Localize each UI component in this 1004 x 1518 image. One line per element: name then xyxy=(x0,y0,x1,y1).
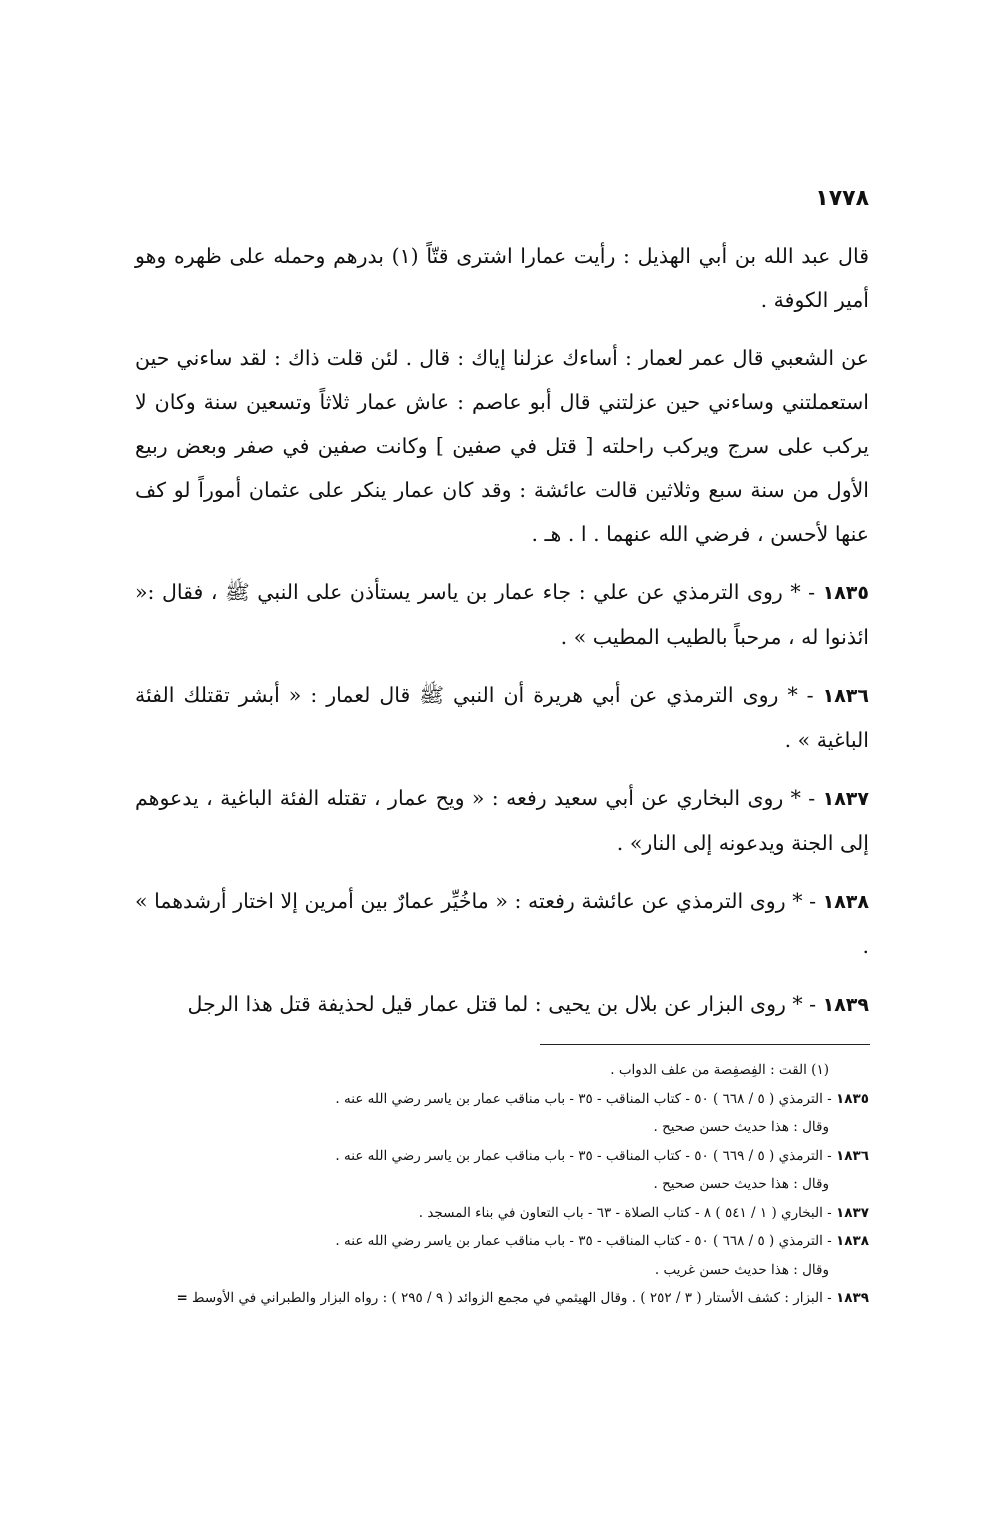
hadith-number: ١٨٣٧ xyxy=(822,788,869,810)
footnote-text: - البخاري ( ١ / ٥٤١ ) ٨ - كتاب الصلاة - ٦٣ - باب التعاون في بناء المسجد . xyxy=(418,1204,837,1221)
page-number: ١٧٧٨ xyxy=(815,186,869,211)
paragraph-text: - * روى البزار عن بلال بن يحيى : لما قتل عمار قيل لحذيفة قتل هذا الرجل xyxy=(187,992,823,1016)
footnote-text: - الترمذي ( ٥ / ٦٦٩ ) ٥٠ - كتاب المناقب - ٣٥ - باب مناقب عمار بن ياسر رضي الله عنه . xyxy=(335,1147,837,1164)
hadith-paragraph xyxy=(135,570,869,659)
paragraph xyxy=(135,234,869,322)
footnote-line xyxy=(100,1142,869,1171)
hadith-number: ١٨٣٩ xyxy=(822,994,869,1016)
paragraph-text: - * روى البخاري عن أبي سعيد رفعه : « ويح عمار ، تقتله الفئة الباغية ، يدعوهم إلى الجنة ويدعونه إلى النار» . xyxy=(135,786,869,855)
footnote-number: ١٨٣٦ xyxy=(836,1147,869,1164)
footnote-line xyxy=(100,1256,869,1285)
main-text xyxy=(135,234,869,1041)
footnote-line xyxy=(100,1113,869,1142)
footnote-line xyxy=(100,1199,869,1228)
footnote-text: وقال : هذا حديث حسن غريب . xyxy=(654,1261,829,1278)
footnotes xyxy=(100,1056,869,1313)
footnote-line xyxy=(100,1284,869,1313)
footnote-text: - الترمذي ( ٥ / ٦٦٨ ) ٥٠ - كتاب المناقب - ٣٥ - باب مناقب عمار بن ياسر رضي الله عنه . xyxy=(335,1090,837,1107)
hadith-number: ١٨٣٥ xyxy=(822,582,869,604)
hadith-paragraph xyxy=(135,879,869,968)
paragraph-text: عن الشعبي قال عمر لعمار : أساءك عزلنا إياك : قال . لئن قلت ذاك : لقد ساءني حين استعملتني وساءني حين عزلتني قال أبو عاصم : عاش عمار ثلاثاً وتسعين سنة وكان لا يركب على سرج ويركب راحلته [ قتل في صفين ] وكانت صفين في صفر وبعض ربيع الأول من سنة سبع وثلاثين قالت عائشة : وقد كان عمار ينكر على عثمان أموراً لو كف عنها لأحسن ، فرضي الله عنهما . ا . هـ . xyxy=(135,346,869,546)
footnote-number: ١٨٣٧ xyxy=(836,1204,869,1221)
footnote-line xyxy=(100,1085,869,1114)
hadith-paragraph xyxy=(135,673,869,762)
paragraph-text: - * روى الترمذي عن أبي هريرة أن النبي ﷺ قال لعمار : « أبشر تقتلك الفئة الباغية » . xyxy=(135,683,869,752)
footnote-line xyxy=(100,1170,869,1199)
footnote-number: ١٨٣٨ xyxy=(836,1233,869,1249)
footnote-divider xyxy=(540,1044,870,1045)
paragraph-text: - * روى الترمذي عن علي : جاء عمار بن ياسر يستأذن على النبي ﷺ ، فقال :« ائذنوا له ، مرحباً بالطيب المطيب » . xyxy=(135,580,869,649)
hadith-number: ١٨٣٨ xyxy=(822,891,869,913)
hadith-paragraph xyxy=(135,776,869,865)
hadith-paragraph xyxy=(135,982,869,1027)
footnote-number: ١٨٣٩ xyxy=(836,1290,869,1306)
footnote-text: وقال : هذا حديث حسن صحيح . xyxy=(653,1176,829,1192)
footnote-number: ١٨٣٥ xyxy=(836,1090,869,1107)
paragraph-text: قال عبد الله بن أبي الهذيل : رأيت عمارا اشترى قتّاً (١) بدرهم وحمله على ظهره وهو أمير الكوفة . xyxy=(135,244,869,312)
paragraph xyxy=(135,336,869,556)
footnote-text: وقال : هذا حديث حسن صحيح . xyxy=(653,1119,829,1135)
footnote-line xyxy=(100,1056,869,1085)
footnote-text: - الترمذي ( ٥ / ٦٦٨ ) ٥٠ - كتاب المناقب - ٣٥ - باب مناقب عمار بن ياسر رضي الله عنه . xyxy=(335,1233,837,1249)
footnote-line xyxy=(100,1227,869,1256)
paragraph-text: - * روى الترمذي عن عائشة رفعته : « ماخُيِّر عمارٌ بين أمرين إلا اختار أرشدهما » . xyxy=(135,889,869,958)
footnote-text: (١) القت : الفِصفِصة من علف الدواب . xyxy=(610,1062,829,1078)
footnote-text: - البزار : كشف الأستار ( ٣ / ٢٥٢ ) . وقال الهيثمي في مجمع الزوائد ( ٩ / ٢٩٥ ) : رواه البزار والطبراني في الأوسط xyxy=(187,1290,837,1306)
hadith-number: ١٨٣٦ xyxy=(822,685,869,707)
continuation-mark: = xyxy=(176,1290,188,1306)
